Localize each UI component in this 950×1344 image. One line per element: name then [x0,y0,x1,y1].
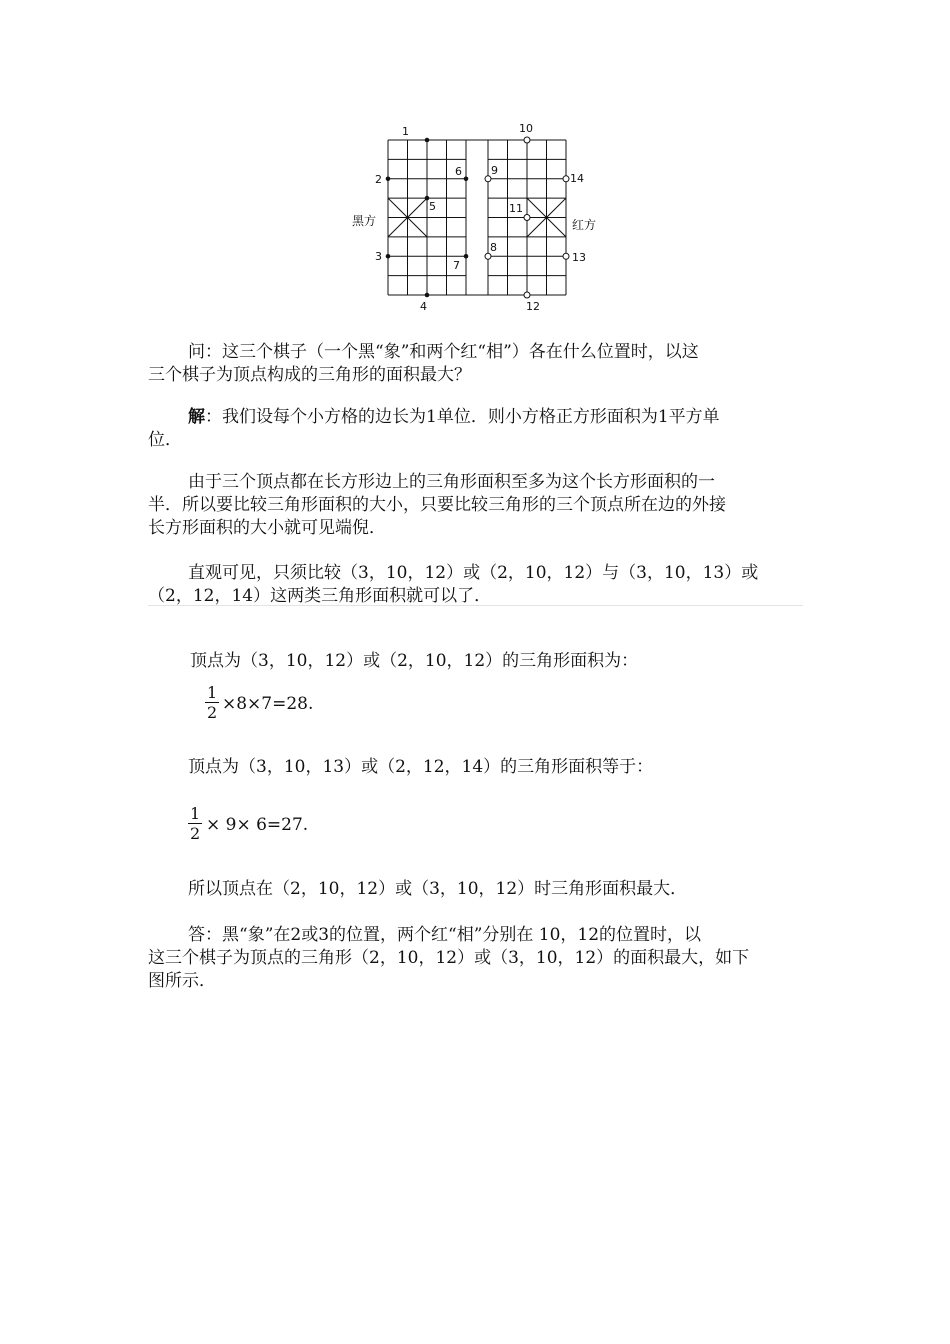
point-6 [464,177,469,182]
fraction-1-numerator: 1 [207,683,218,702]
label-5: 5 [429,200,436,213]
point-7 [464,254,469,259]
area-1-intro: 顶点为（3，10，12）或（2，10，12）的三角形面积为： [190,651,639,671]
answer-line-1: 答：黑“象”在2或3的位置，两个红“相”分别在 10，12的位置时，以 [188,925,702,945]
paragraph-3-line-1: 由于三个顶点都在长方形边上的三角形面积至多为这个长方形面积的一 [188,472,715,492]
point-1 [425,138,430,143]
point-14 [563,176,569,182]
area-2-intro: 顶点为（3，10，13）或（2，12，14）的三角形面积等于： [188,757,654,777]
fraction-2-denominator: 2 [190,824,201,843]
point-3 [386,254,391,259]
answer-line-3: 图所示． [148,971,216,991]
point-8 [485,253,491,259]
paragraph-3-line-2: 半．所以要比较三角形面积的大小，只要比较三角形的三个顶点所在边的外接 [148,495,726,515]
board-grid [388,140,566,295]
river-band [466,140,488,295]
conclusion: 所以顶点在（2，10，12）或（3，10，12）时三角形面积最大． [188,879,688,899]
fraction-2-numerator: 1 [190,804,201,823]
chessboard-svg [340,118,620,318]
solution-line-1 [188,406,720,428]
label-6: 6 [455,165,462,178]
answer-line-2: 这三个棋子为顶点的三角形（2，10，12）或（3，10，12）的面积最大，如下 [148,948,750,968]
area-2-expression: × 9× 6=27. [206,815,309,835]
paragraph-4-line-1: 直观可见，只须比较（3，10，12）或（2，10，12）与（3，10，13）或 [188,563,759,583]
chessboard-figure [340,118,620,318]
label-7: 7 [453,259,460,272]
point-2 [386,177,391,182]
label-10: 10 [519,122,533,135]
point-12 [524,292,530,298]
fraction-1-denominator: 2 [207,703,218,722]
label-12: 12 [526,300,540,313]
solution-label: 解 [188,407,205,427]
area-1-expression: ×8×7=28. [222,694,314,714]
label-11: 11 [509,202,523,215]
point-11 [524,215,530,221]
red-side-label: 红方 [572,218,597,232]
black-side-label: 黑方 [352,214,377,228]
label-2: 2 [375,173,382,186]
point-13 [563,253,569,259]
fraction-1 [205,684,219,721]
label-3: 3 [375,250,382,263]
point-10 [524,137,530,143]
label-9: 9 [491,164,498,177]
label-8: 8 [490,241,497,254]
label-14: 14 [570,172,584,185]
solution-line-1-rest: ：我们设每个小方格的边长为1单位．则小方格正方形面积为1平方单 [205,407,720,427]
paragraph-3-line-3: 长方形面积的大小就可见端倪． [148,518,386,538]
question-line-1: 问：这三个棋子（一个黑“象”和两个红“相”）各在什么位置时，以这 [188,342,699,362]
label-1: 1 [402,125,409,138]
solution-line-2: 位． [148,430,182,450]
question-line-2: 三个棋子为顶点构成的三角形的面积最大？ [148,365,471,385]
divider [148,605,803,606]
label-13: 13 [572,251,586,264]
paragraph-4-line-2: （2，12，14）这两类三角形面积就可以了． [148,586,492,606]
point-4 [425,293,430,298]
fraction-2 [188,805,202,842]
label-4: 4 [420,300,427,313]
